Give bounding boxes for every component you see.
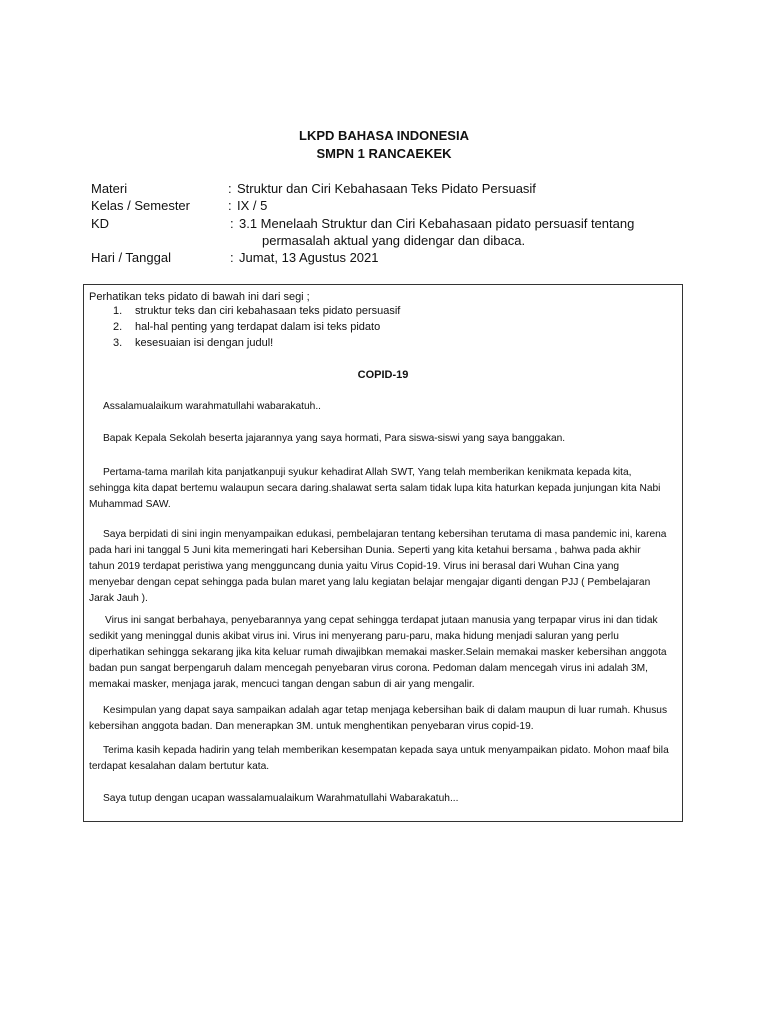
hari-value: Jumat, 13 Agustus 2021	[239, 250, 379, 265]
speech-box	[83, 284, 683, 822]
materi-value: Struktur dan Ciri Kebahasaan Teks Pidato Persuasif	[237, 181, 536, 196]
paragraph-line: kebersihan anggota badan. Dan menerapkan 3M. untuk menghentikan penyebaran virus copid-19.	[89, 721, 534, 732]
paragraph-line: Saya berpidati di sini ingin menyampaikan edukasi, pembelajaran tentang kebersihan terutama di masa pandemic ini, karena	[103, 529, 667, 540]
kd-label: KD	[91, 216, 110, 231]
speech-title: COPID-19	[357, 369, 409, 381]
instruction-item-1: struktur teks dan ciri kebahasaan teks pidato persuasif	[135, 305, 401, 317]
kelas-value: IX / 5	[237, 198, 268, 213]
paragraph-line: sehingga kita dapat bertemu walaupun secara daring.shalawat serta salam tidak lupa kita haturkan kepada junjungan kita Nabi	[89, 483, 661, 494]
paragraph-line: Saya tutup dengan ucapan wassalamualaikum Warahmatullahi Wabarakatuh...	[103, 793, 459, 804]
instruction-item-3: kesesuaian isi dengan judul!	[135, 337, 274, 349]
kelas-label: Kelas / Semester	[91, 198, 190, 213]
kelas-colon: :	[228, 198, 232, 213]
paragraph-background	[89, 527, 681, 607]
paragraph-line: Assalamualaikum warahmatullahi wabarakatuh..	[103, 401, 322, 412]
paragraph-greeting	[89, 399, 681, 415]
paragraph-conclusion	[89, 703, 681, 735]
paragraph-line: Bapak Kepala Sekolah beserta jajarannya yang saya hormati, Para siswa-siswi yang saya banggakan.	[103, 433, 566, 444]
paragraph-line: menyebar dengan cepat sehingga pada bulan maret yang lalu kegiatan belajar mengajar diganti dengan PJJ ( Pembelajaran	[89, 577, 651, 588]
paragraph-line: Jarak Jauh ).	[89, 593, 148, 604]
hari-colon: :	[230, 250, 234, 265]
paragraph-line: Virus ini sangat berbahaya, penyebarannya yang cepat sehingga terdapat jutaan manusia yang terpapar virus ini dan tidak	[105, 615, 658, 626]
paragraph-line: diperhatikan sehingga sekarang jika kita keluar rumah diwajibkan memakai masker.Selain memakai masker kebersihan anggota	[89, 647, 667, 658]
materi-label: Materi	[91, 181, 128, 196]
paragraph-thanks	[89, 743, 681, 775]
paragraph-line: badan pun sangat berpengaruh dalam mencegah penyebaran virus corona. Pedoman dalam mencegah virus ini adalah 3M,	[89, 663, 648, 674]
paragraph-virus	[89, 613, 681, 693]
paragraph-opening	[89, 465, 681, 513]
instruction-item-1-number: 1.	[113, 305, 123, 317]
hari-label: Hari / Tanggal	[91, 250, 171, 265]
instructions-intro: Perhatikan teks pidato di bawah ini dari segi ;	[89, 291, 310, 303]
kd-colon: :	[230, 216, 234, 231]
instruction-item-2-number: 2.	[113, 321, 123, 333]
paragraph-line: sedikit yang meninggal dunis akibat virus ini. Virus ini menyerang paru-paru, maka hidung menjadi saluran yang perlu	[89, 631, 619, 642]
paragraph-line: terdapat kesalahan dalam bertutur kata.	[89, 761, 270, 772]
paragraph-closing	[89, 791, 681, 807]
paragraph-line: memakai masker, menjaga jarak, mencuci tangan dengan sabun di air yang mengalir.	[89, 679, 475, 690]
document-title: LKPD BAHASA INDONESIA	[299, 128, 469, 143]
paragraph-line: Muhammad SAW.	[89, 499, 171, 510]
school-name: SMPN 1 RANCAEKEK	[316, 146, 452, 161]
instruction-item-2: hal-hal penting yang terdapat dalam isi teks pidato	[135, 321, 381, 333]
paragraph-line: pada hari ini tanggal 5 Juni kita memeringati hari Kebersihan Dunia. Seperti yang kita ketahui bersama , bahwa pada akhir	[89, 545, 641, 556]
paragraph-line: Terima kasih kepada hadirin yang telah memberikan kesempatan kepada saya untuk menyampaikan pidato. Mohon maaf bila	[103, 745, 669, 756]
paragraph-line: Kesimpulan yang dapat saya sampaikan adalah agar tetap menjaga kebersihan baik di dalam maupun di luar rumah. Khusus	[103, 705, 668, 716]
paragraph-address	[89, 431, 681, 447]
kd-value-line1: 3.1 Menelaah Struktur dan Ciri Kebahasaan pidato persuasif tentang	[239, 216, 635, 231]
instruction-item-3-number: 3.	[113, 337, 123, 349]
materi-colon: :	[228, 181, 232, 196]
paragraph-line: Pertama-tama marilah kita panjatkanpuji syukur kehadirat Allah SWT, Yang telah memberikan kenikmata kepada kita,	[103, 467, 632, 478]
kd-value-line2: permasalah aktual yang didengar dan dibaca.	[262, 233, 526, 248]
paragraph-line: tahun 2019 terdapat peristiwa yang mengguncang dunia yaitu Virus Copid-19. Virus ini berasal dari Wuhan Cina yang	[89, 561, 620, 572]
